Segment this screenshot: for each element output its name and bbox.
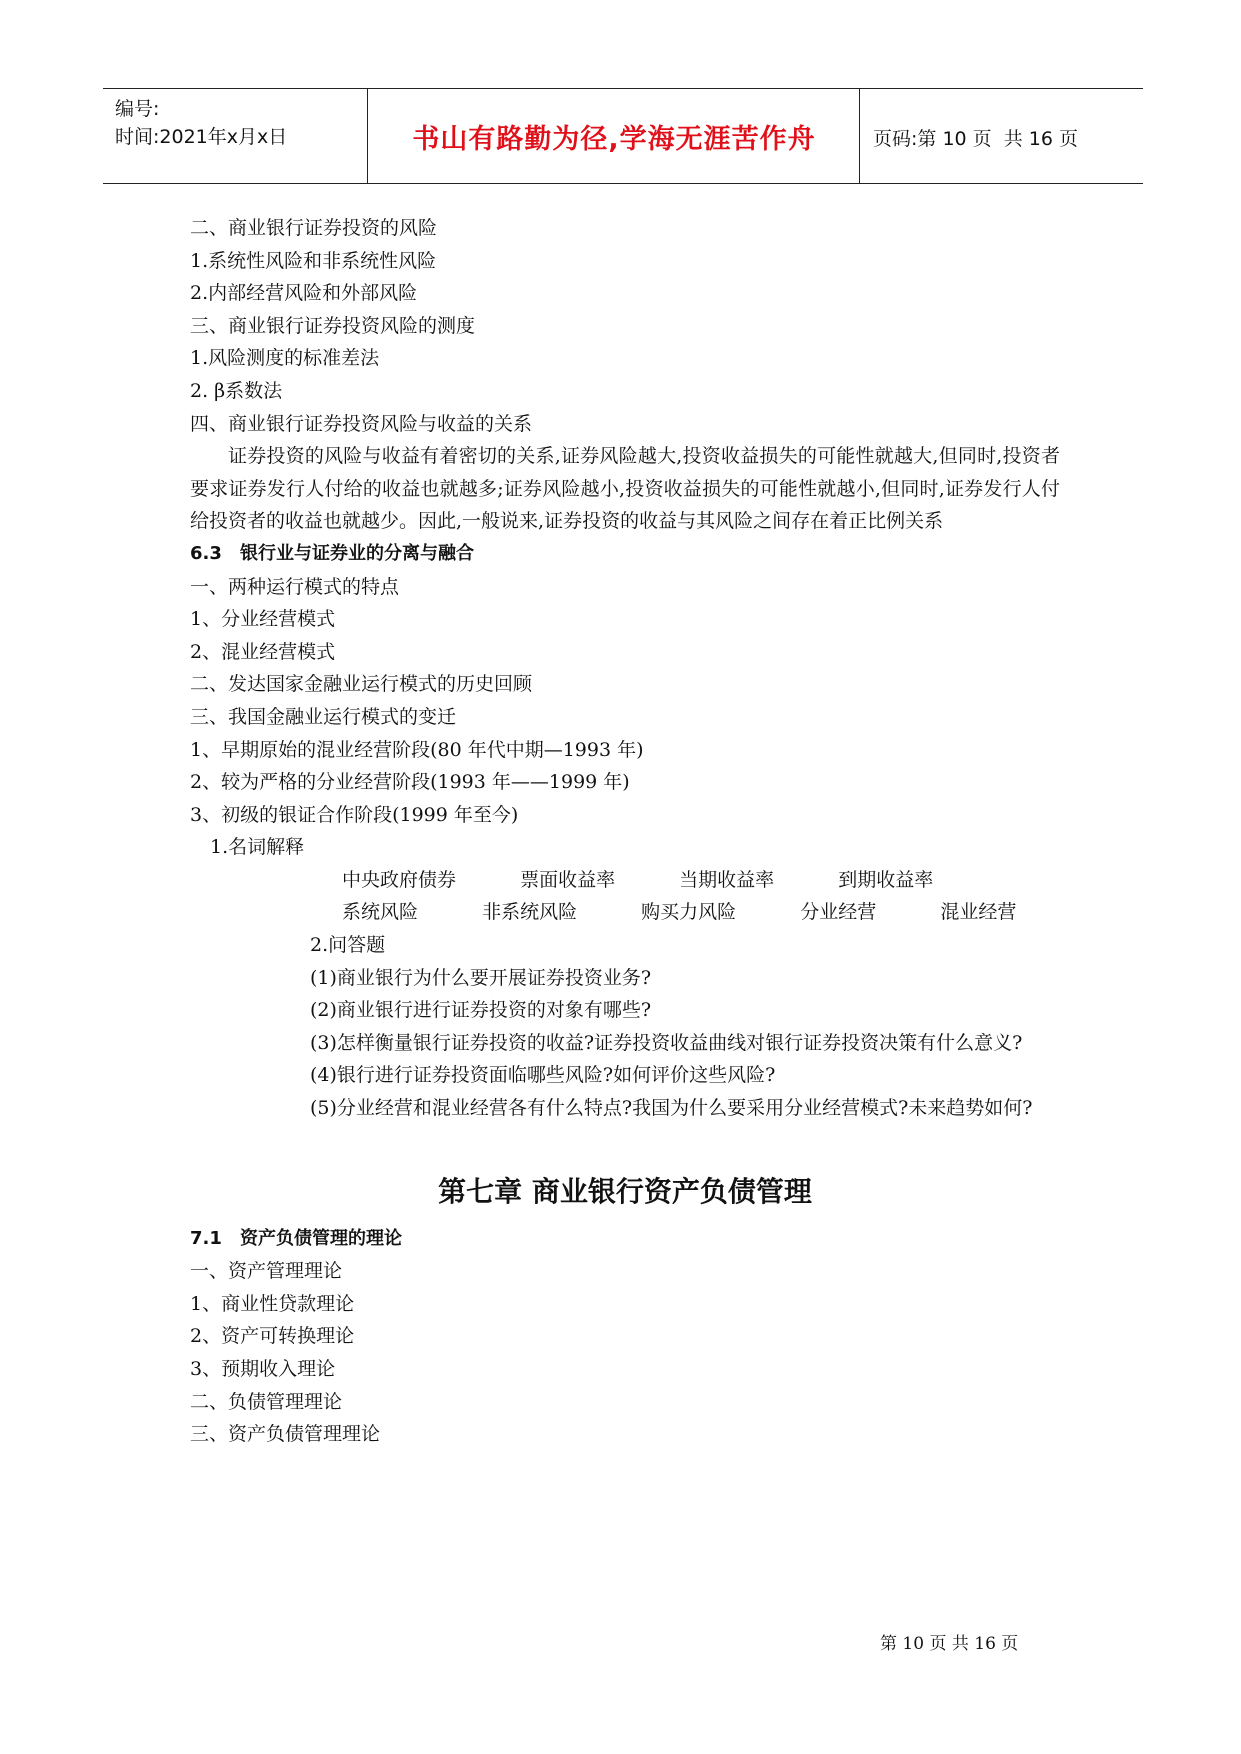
list-item: 2、混业经营模式 [190,640,336,663]
heading: 四、商业银行证券投资风险与收益的关系 [190,412,533,435]
list-item: 1.风险测度的标准差法 [190,347,380,370]
section-heading [190,538,1060,571]
heading: 二、商业银行证券投资的风险 [190,217,438,239]
header-page-info: 页码:第 10 页 共 16 页 [873,128,1078,150]
time-label: 时间:2021年x月x日 [115,126,288,148]
section-number: 7.1 [190,1227,222,1249]
header-motto: 书山有路勤为径,学海无涯苦作舟 [412,124,816,155]
list-item: 1、早期原始的混业经营阶段(80 年代中期—1993 年) [190,738,644,761]
section-title: 银行业与证券业的分离与融合 [240,542,474,564]
number-label: 编号: [115,98,160,120]
terms-list: 系统风险 非系统风险 购买力风险 分业经营 混业经营 [342,901,1017,924]
page-footer: 第 10 页 共 16 页 [880,1634,1019,1654]
list-item: 1、商业性贷款理论 [190,1292,355,1315]
heading: 二、负债管理理论 [190,1390,343,1413]
section-number: 6.3 [190,542,222,564]
heading: 三、我国金融业运行模式的变迁 [190,705,457,728]
heading: 三、资产负债管理理论 [190,1423,381,1446]
heading: 三、商业银行证券投资风险的测度 [190,314,476,337]
list-item: 2.内部经营风险和外部风险 [190,282,418,305]
section-heading [190,1223,1060,1256]
page-header [103,88,1143,184]
list-item: 2、资产可转换理论 [190,1325,355,1348]
heading: 一、资产管理理论 [190,1260,343,1283]
paragraph: 证券投资的风险与收益有着密切的关系,证券风险越大,投资收益损失的可能性就越大,但同时,投资者要求证券发行人付给的收益也就越多;证券风险越小,投资收益损失的可能性就越小,但同时,证券发行人付给投资者的收益也就越少。因此,一般说来,证券投资的收益与其风险之间存在着正比例关系 [190,445,1060,533]
section-title: 资产负债管理的理论 [240,1227,402,1249]
list-item: 3、初级的银证合作阶段(1999 年至今) [190,803,519,826]
list-item: 1.系统性风险和非系统性风险 [190,249,437,272]
document-body [190,212,1060,1451]
heading: 二、发达国家金融业运行模式的历史回顾 [190,673,533,696]
list-item: 3、预期收入理论 [190,1358,336,1380]
header-divider [859,89,860,183]
question-item: (2)商业银行进行证券投资的对象有哪些? [310,999,652,1022]
heading: 一、两种运行模式的特点 [190,575,400,598]
question-heading: 1.名词解释 [210,836,305,859]
question-item: (1)商业银行为什么要开展证券投资业务? [310,966,652,989]
question-item: (3)怎样衡量银行证券投资的收益?证券投资收益曲线对银行证券投资决策有什么意义? [310,1031,1023,1054]
terms-list: 中央政府债券 票面收益率 当期收益率 到期收益率 [342,868,934,891]
question-heading: 2.问答题 [310,934,386,957]
list-item: 2、较为严格的分业经营阶段(1993 年——1999 年) [190,771,630,794]
question-item: (5)分业经营和混业经营各有什么特点?我国为什么要采用分业经营模式?未来趋势如何? [310,1097,1033,1120]
header-meta [115,95,287,151]
chapter-title: 第七章 商业银行资产负债管理 [438,1174,812,1208]
list-item: 1、分业经营模式 [190,608,336,631]
list-item: 2. β系数法 [190,379,283,402]
header-divider [367,89,368,183]
question-item: (4)银行进行证券投资面临哪些风险?如何评价这些风险? [310,1064,776,1087]
